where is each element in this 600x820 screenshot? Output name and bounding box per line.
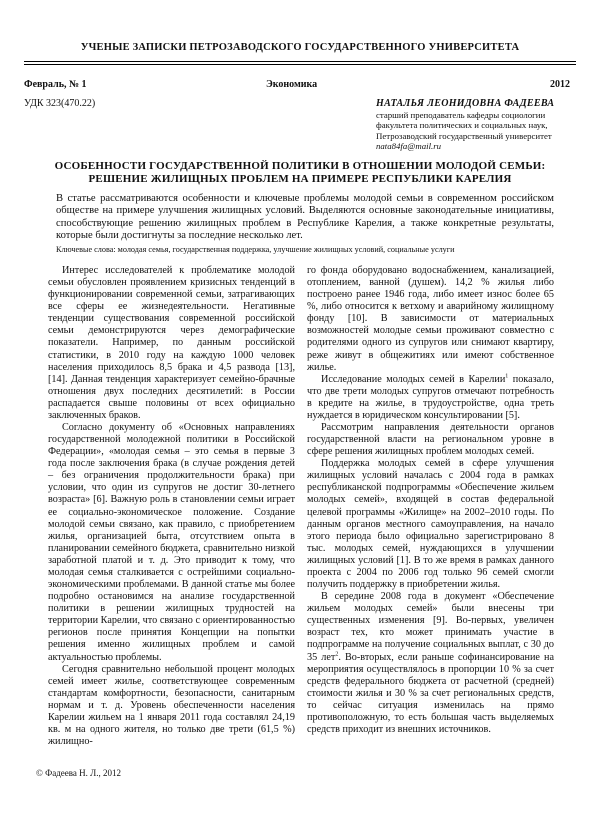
journal-title: УЧЕНЫЕ ЗАПИСКИ ПЕТРОЗАВОДСКОГО ГОСУДАРСТВЕННОГО УНИВЕРСИТЕТА (80, 42, 520, 53)
paragraph (307, 591, 554, 736)
article-title (30, 160, 570, 186)
copyright-notice: © Фадеева Н. Л., 2012 (36, 768, 121, 778)
affiliation-text: старший преподаватель кафедры социологии факультета политических и социальных наук, Петрозаводский государственный университет (376, 110, 552, 141)
paragraph: Сегодня сравнительно небольшой процент молодых семей имеет жилье, соответствующее современным стандартам комфортности, безопасности, санитарным нормам и т. д. Уровень обеспеченности населения Карелии жильем на 1 января 2011 года составлял 24,19 кв. м на одного жителя, но только две трети (61,5 %) жилищно- (48, 663, 295, 748)
header-rule-bottom (24, 64, 576, 65)
issue-label: Февраль, № 1 (24, 79, 87, 90)
title-line-1: ОСОБЕННОСТИ ГОСУДАРСТВЕННОЙ ПОЛИТИКИ В ОТНОШЕНИИ МОЛОДОЙ СЕМЬИ: (54, 160, 546, 172)
paragraph-text: В середине 2008 года в документ «Обеспечение жильем молодых семей» были внесены три существенных изменения [9]. Во-первых, увеличен возраст тех, кто может принимать участие в подпрограмме на получение социальных выплат, с 30 до 35 лет (307, 591, 554, 663)
abstract: В статье рассматриваются особенности и ключевые проблемы молодой семьи в современном российском обществе на примере улучшения жилищных условий. Выделяются основные законодательные инициативы, способствующие решению жилищных проблем в Республике Карелия, а также конкретные результаты, которые были достигнуты за последние несколько лет. (56, 193, 554, 242)
column-right (307, 265, 554, 736)
paragraph: Интерес исследователей к проблематике молодой семьи обусловлен проявлением кризисных тенденций в функционировании современной семьи, затрагивающих все сферы ее жизнедеятельности. Негативные тенденции существования современной российской семьи демонстрируются через демографические показатели. Например, по данным российской статистики, в 2010 году на каждую 1000 человек населения приходилось 8,5 брака и 4,5 развода [13], [14]. Данная тенденция характеризует семейно-брачные отношения двух последних десятилетий: в России распадается свыше половины от всех официально заключенных браков. (48, 265, 295, 421)
column-left (48, 265, 295, 748)
author-affiliation (376, 110, 581, 152)
footnote-ref: 1 (505, 373, 509, 380)
paragraph-text: Исследование молодых семей в Карелии (321, 373, 506, 385)
paragraph-text: . Во-вторых, если раньше софинансирование на мероприятия осуществлялось в пропорции 10 % за счет средств федерального бюджета от расчетной (средней) стоимости жилья и 30 % за счет региональных средств, то сейчас ситуация изменилась на прямо противоположную, то есть большая часть выделяемых средств приходит из внешних источников. (307, 651, 555, 735)
author-email[interactable]: nata84fa@mail.ru (376, 141, 442, 152)
paragraph-text: показало, что две трети молодых супругов отмечают потребность в кредите на жилье, в трудоустройстве, одна треть нуждается в юридическом консультировании [5]. (307, 373, 554, 421)
paragraph: Рассмотрим направления деятельности органов государственной власти на региональном уровне в сфере решения жилищных проблем молодых семей. (307, 422, 554, 458)
author-name: НАТАЛЬЯ ЛЕОНИДОВНА ФАДЕЕВА (376, 98, 555, 109)
udk-code: УДК 323(470.22) (24, 98, 96, 109)
header-rule-top (24, 61, 576, 62)
year-label: 2012 (550, 79, 570, 90)
footnote-ref: 2 (335, 651, 339, 658)
keywords: Ключевые слова: молодая семья, государственная поддержка, улучшение жилищных условий, социальные услуги (56, 245, 455, 254)
paragraph-continued: го фонда оборудовано водоснабжением, канализацией, отоплением, ванной (душем). 14,2 % жилья либо построено ранее 1946 года, либо имеет износ более 65 %, либо относится к ветхому и аварийному жилищному фонду [10]. В зависимости от материальных возможностей молодые семьи проживают совместно с родителями одного из супругов или снимают квартиру, реже живут в общежитиях или имеют собственное жилье. (307, 265, 554, 373)
title-line-2: РЕШЕНИЕ ЖИЛИЩНЫХ ПРОБЛЕМ НА ПРИМЕРЕ РЕСПУБЛИКИ КАРЕЛИЯ (88, 173, 512, 185)
section-label: Экономика (266, 79, 318, 90)
paragraph: Согласно документу об «Основных направлениях государственной молодежной политики в Российской Федерации», «молодая семья – это семья в первые 3 года после заключения брака (в случае рождения детей – без ограничения продолжительности брака) при условии, что один из супругов не достиг 30-летнего возраста» [6]. Важную роль в становлении семьи играет ее социально-экономическое положение. Создание молодой семьи связано, как правило, с приобретением жилья, организацией быта, отсутствием опыта в планировании семейного бюджета, сравнительно низкой заработной платой и т. д. Это приводит к тому, что молодая семья сталкивается с острейшими социально-экономическими проблемами. В данной статье мы более подробно остановимся на анализе государственной политики в решении жилищных трудностей на территории Карелии, что связано с ориентированностью регионов после принятия Концепции на попытки решения именно жилищных проблем и самой актуальностью проблемы. (48, 422, 295, 663)
paragraph (307, 374, 554, 422)
paragraph: Поддержка молодых семей в сфере улучшения жилищных условий началась с 2004 года в рамках республиканской подпрограммы «Обеспечение жильем молодых семей», входящей в состав федеральной целевой программы «Жилище» на 2002–2010 годы. По данным органов местного самоуправления, на начало этого периода было официально зарегистрировано 8 тыс. молодых семей, нуждающихся в улучшении жилищных условий [1]. В то же время в рамках данного проекта с 2004 по 2006 год только 96 семей смогли получить поддержку в приобретении жилья. (307, 458, 554, 591)
